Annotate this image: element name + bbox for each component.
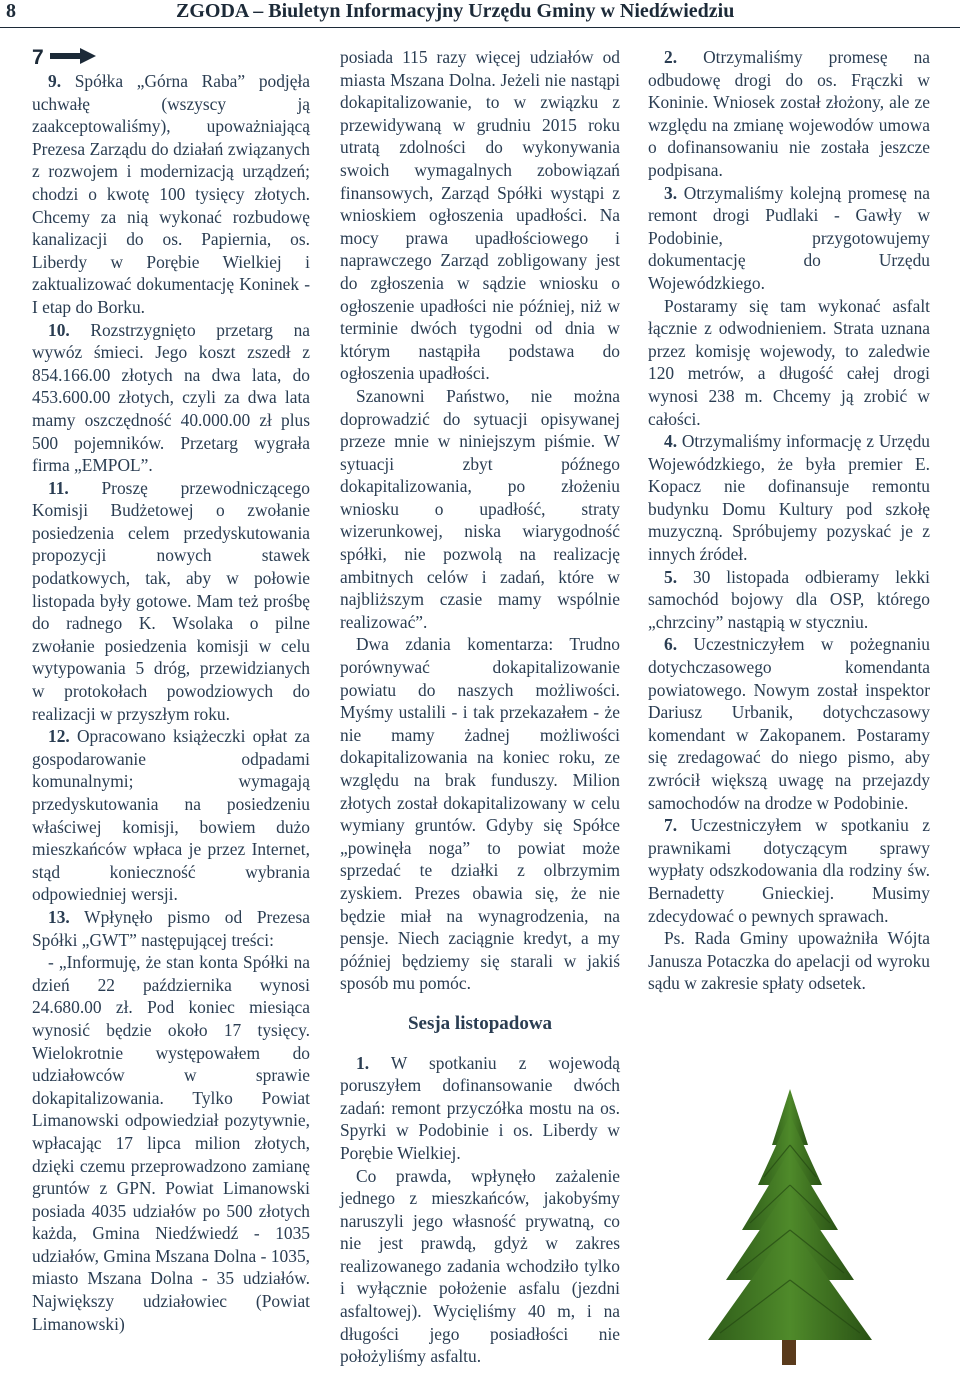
paragraph-text: 30 listopada odbieramy lekki samochód bojowy dla OSP, którego „chrzciny” nastąpią w styczniu. [648, 566, 930, 632]
paragraph-text: Spółka „Górna Raba” podjęła uchwałę (wszyscy ją zaakceptowaliśmy), upoważniającą Prezesa Zarządu do działań związanych z rozwojem i modernizacją urządzeń; chodzi o kwotę 100 tysięcy złotych. Chcemy za nią wykonać rozbudowę kanalizacji do os. Papiernia, os. Liberdy w Porębie Wielkiej i zaktualizować dokumentację Koninek - I etap do Borku. [32, 71, 310, 317]
item-number: 6. [664, 634, 678, 655]
arrow-right-icon [50, 47, 96, 70]
paragraph [648, 46, 930, 182]
item-number: 3. [664, 182, 678, 203]
paragraph-text: Dwa zdania komentarza: Trudno porównywać dokapitalizowanie powiatu do naszych możliwości. Myśmy ustalili - i tak przekazałem - że nie mamy żadnej możliwości dokapitalizowania na koniec roku, ze względu na brak funduszy. Milion złotych został dokapitalizowany w celu wymiany gruntów. Gdyby się Spółce „powinęła noga” to powiat może sprzedać te działki z olbrzymim zyskiem. Prezes obawia się, że nie będzie miał na wynagrodzenia, na pensje. Niech zaciągnie kredyt, a my później będziemy się starali w jakiś sposób mu pomóc. [340, 634, 620, 994]
paragraph-text: Uczestniczyłem w pożegnaniu dotychczasowego komendanta powiatowego. Nowym został inspektor Dariusz Urbanik, dotychczasowy komendant w Zakopanem. Postaramy się zredagować do niego pismo, aby zwrócił większą uwagę na przejazdy samochodów na drodze w Podobinie. [648, 634, 930, 813]
paragraph-text: Rozstrzygnięto przetarg na wywóz śmieci. Jego koszt zszedł z 854.166.00 złotych na dwa lata, do 453.600.00 złotych, czyli za dwa lata mamy oszczędność 40.000.00 zł plus 500 pojemników. Przetarg wygrała firma „EMPOL”. [32, 319, 310, 476]
page-number: 8 [6, 0, 16, 22]
item-number: 11. [48, 477, 69, 498]
item-number: 7. [664, 815, 678, 836]
paragraph [648, 814, 930, 927]
paragraph [340, 1052, 620, 1165]
paragraph-text: Uczestniczyłem w spotkaniu z prawnikami dotyczącym sprawy wypłaty odszkodowania dla rodziny św. Bernadetty Gnieckiej. Musimy zdecydować o pewnych sprawach. [648, 815, 930, 926]
continuation-number: 7 [32, 45, 44, 69]
paragraph [32, 951, 310, 1335]
paragraph-text: posiada 115 razy więcej udziałów od miasta Mszana Dolna. Jeżeli nie nastąpi dokapitalizowanie, to w związku z przewidywaną w grudniu 2015 roku utratą zdolności do wykonywania swoich wymagalnych zobowiązań finansowych, Zarząd Spółki wystąpi z wnioskiem ogłoszenia upadłości. Na mocy prawa upadłościowego i naprawczego Zarząd zobligowany jest do zgłoszenia w sądzie wniosku o ogłoszenie upadłości nie później, niż w terminie dwóch tygodni od dnia w którym nastąpiła podstawa do ogłoszenia upadłości. [340, 47, 620, 384]
paragraph [648, 295, 930, 431]
paragraph [648, 182, 930, 295]
item-number: 5. [664, 566, 678, 587]
item-number: 13. [48, 906, 70, 927]
column-3 [648, 46, 930, 995]
paragraph [648, 633, 930, 814]
paragraph-text: Proszę przewodniczącego Komisji Budżetowej o zwołanie posiedzenia celem przedyskutowania propozycji nowych stawek podatkowych, tak, aby w połowie listopada były gotowe. Mam też prośbę do radnego K. Wsolaka o pilne zwołanie posiedzenia komisji w celu wytypowania 5 dróg, przewidzianych w protokołach powodziowych do realizacji w przyszłym roku. [32, 477, 310, 724]
paragraph [32, 906, 310, 951]
paragraph-text: Otrzymaliśmy informację z Urzędu Wojewódzkiego, że była premier E. Kopacz nie dofinansuje remontu budynku Domu Kultury pod szkołę muzyczną. Spróbujemy pozyskać je z innych źródeł. [648, 431, 930, 565]
item-number: 1. [356, 1052, 370, 1073]
paragraph [648, 566, 930, 634]
item-number: 4. [664, 431, 678, 452]
paragraph-text: - „Informuję, że stan konta Spółki na dzień 22 października wynosi 24.680.00 zł. Pod koniec miesiąca wynosić będzie około 17 tysięcy. Wielokrotnie występowałem do udziałowców w sprawie dokapitalizowania. Tylko Powiat Limanowski odpowiedział pozytywnie, wpłacając 17 lipca milion złotych, dzięki czemu przeprowadzono zamianę gruntów z GPN. Powiat Limanowski posiada 4035 udziałów po 500 złotych każda, Gmina Niedźwiedź - 1035 udziałów, Gmina Mszana Dolna - 1035, miasto Mszana Dolna - 35 udziałów. Największy udziałowiec (Powiat Limanowski) [32, 952, 310, 1334]
paragraph [340, 633, 620, 995]
item-number: 10. [48, 319, 70, 340]
paragraph [340, 385, 620, 634]
paragraph-text: Ps. Rada Gminy upoważniła Wójta Janusza Potaczka do apelacji od wyroku sądu w zakresie spłaty odsetek. [648, 928, 930, 994]
paragraph [340, 1165, 620, 1368]
paragraph [32, 319, 310, 477]
column-1-body [32, 70, 310, 1335]
item-number: 9. [48, 71, 62, 91]
paragraph-text: W spotkaniu z wojewodą poruszyłem dofinansowanie dwóch zadań: remont przyczółka mostu na os. Spyrki w Podobinie i os. Liberdy w Porębie Wielkiej. [340, 1052, 620, 1163]
continuation-marker [32, 46, 310, 70]
item-number: 2. [664, 47, 678, 67]
running-title: ZGODA – Biuletyn Informacyjny Urzędu Gminy w Niedźwiedziu [176, 0, 735, 22]
paragraph [32, 477, 310, 726]
paragraph [32, 70, 310, 319]
paragraph [32, 725, 310, 906]
paragraph-text: Otrzymaliśmy kolejną promesę na remont drogi Pudlaki - Gawły w Podobinie, przygotowujemy dokumentację do Urzędu Wojewódzkiego. [648, 182, 930, 293]
column-3-body [648, 46, 930, 995]
paragraph-text: Otrzymaliśmy promesę na odbudowę drogi do os. Frączki w Koninie. Wniosek został złożony, ale ze względu na zmianę wojewodów umowa o dofinansowaniu nie została jeszcze podpisana. [648, 47, 930, 180]
paragraph-text: Szanowni Państwo, nie można doprowadzić do sytuacji opisywanej przeze mnie w niniejszym piśmie. W sytuacji zbyt późnego dokapitalizowania, po złożeniu wniosku o upadłość, straty wizerunkowej, niska wiarygodność spółki, nie pozwolą na realizację ambitnych celów i zadań, które w najbliższym czasie mamy wspólnie realizować”. [340, 385, 620, 632]
header-rule [0, 27, 960, 28]
paragraph-text: Wpłynęło pismo od Prezesa Spółki „GWT” następującej treści: [32, 906, 310, 950]
paragraph [340, 46, 620, 385]
christmas-tree-icon [640, 1085, 940, 1370]
section-title: Sesja listopadowa [407, 1012, 553, 1034]
item-number: 12. [48, 726, 70, 747]
column-2-session-body [340, 1052, 620, 1368]
page-header [0, 0, 960, 26]
column-2-continuation [340, 46, 620, 995]
column-2 [340, 46, 620, 1368]
paragraph-text: Opracowano książeczki opłat za gospodarowanie odpadami komunalnymi; wymagają przedyskutowania na posiedzeniu właściwej komisji, bowiem dużo mieszkańców wpłaca je przez Internet, stąd konieczność wybrania odpowiedniej wersji. [32, 726, 310, 905]
paragraph-text: Co prawda, wpłynęło zażalenie jednego z mieszkańców, jakobyśmy naruszyli jego własność prywatną, co nie jest prawdą, gdyż w zakres realizowanego zadania wchodziło tylko i wyłącznie położenie asfalu (jezdni asfaltowej). Wycięliśmy 40 m, i na długości jego posiadłości nie położyliśmy asfaltu. [340, 1165, 620, 1367]
paragraph [648, 430, 930, 566]
paragraph [648, 927, 930, 995]
column-1 [32, 46, 310, 1335]
paragraph-text: Postaramy się tam wykonać asfalt łącznie z odwodnieniem. Strata uznana przez komisję wojewody, to zaledwie 120 metrów, a długość całej drogi wynosi 238 m. Chcemy ją zrobić w całości. [648, 295, 930, 429]
